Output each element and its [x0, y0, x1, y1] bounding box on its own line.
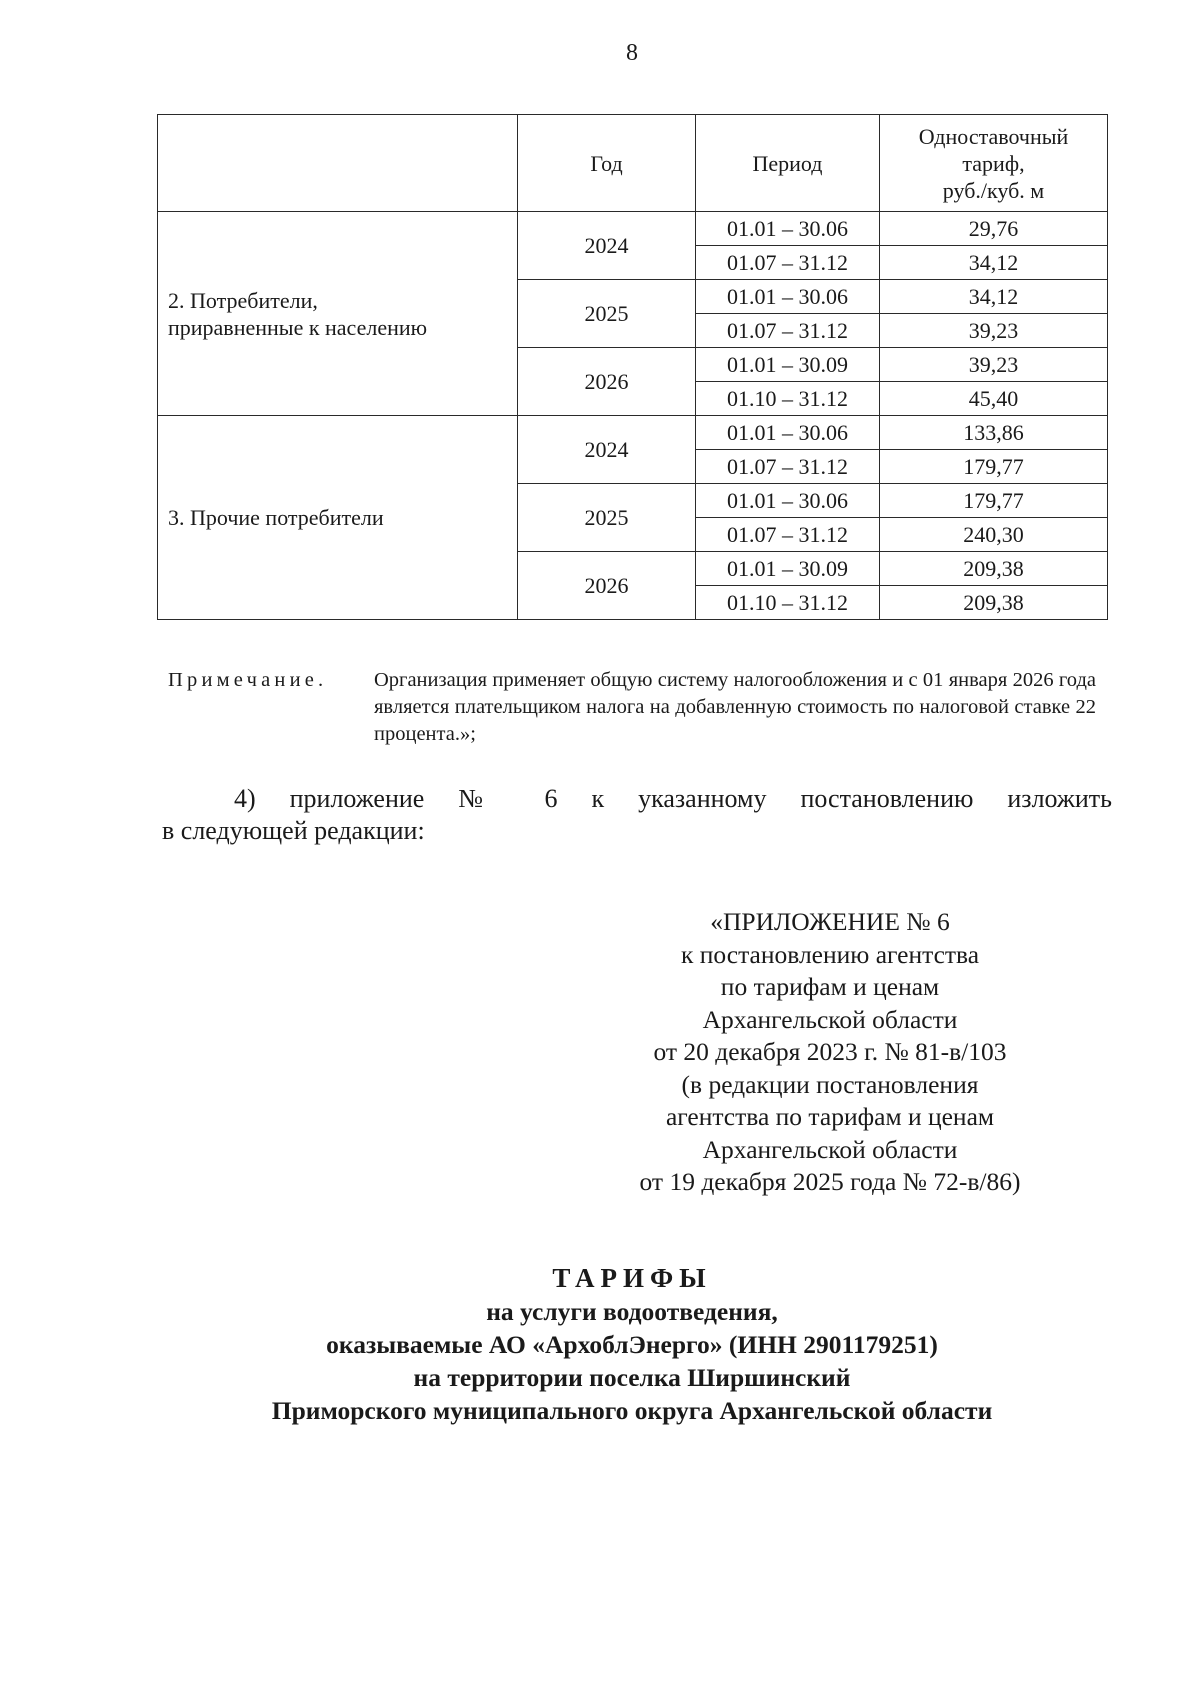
appendix-line: (в редакции постановления [681, 1069, 979, 1099]
note-label: Примечание. [168, 669, 328, 691]
period-cell: 01.01 – 30.09 [696, 552, 880, 586]
title-line: на территории поселка Ширшинский [413, 1363, 851, 1392]
year-cell: 2024 [518, 212, 696, 280]
period-cell: 01.07 – 31.12 [696, 450, 880, 484]
appendix-line: Архангельской области [702, 1004, 958, 1034]
title-line: оказываемые АО «АрхоблЭнерго» (ИНН 2901179251) [326, 1330, 938, 1359]
header-tariff-line: Одноставочный [918, 123, 1069, 149]
tariff-cell: 179,77 [880, 450, 1108, 484]
tariff-table-body [158, 115, 1108, 620]
tariff-cell: 34,12 [880, 280, 1108, 314]
period-cell: 01.07 – 31.12 [696, 518, 880, 552]
tariff-cell: 209,38 [880, 586, 1108, 620]
paragraph-line-2: в следующей редакции: [162, 816, 425, 845]
header-tariff-line: тариф, [962, 150, 1025, 176]
tariff-cell: 34,12 [880, 246, 1108, 280]
title-main: ТАРИФЫ [552, 1263, 712, 1293]
header-tariff-line: руб./куб. м [942, 177, 1045, 203]
appendix-line: по тарифам и ценам [720, 972, 940, 1001]
period-cell: 01.07 – 31.12 [696, 246, 880, 280]
year-cell: 2026 [518, 348, 696, 416]
tariff-cell: 29,76 [880, 212, 1108, 246]
tariff-cell: 209,38 [880, 552, 1108, 586]
appendix-line: «ПРИЛОЖЕНИЕ № 6 [710, 907, 950, 936]
period-cell: 01.01 – 30.09 [696, 348, 880, 382]
table-row [158, 212, 1108, 246]
header-consumer [158, 115, 518, 212]
year-cell: 2025 [518, 484, 696, 552]
page-number: 8 [626, 40, 638, 66]
period-cell: 01.01 – 30.06 [696, 484, 880, 518]
appendix-line: от 19 декабря 2025 года № 72-в/86) [639, 1167, 1021, 1196]
table-header-row [158, 115, 1108, 212]
table-row [158, 416, 1108, 450]
year-cell: 2024 [518, 416, 696, 484]
period-cell: 01.07 – 31.12 [696, 314, 880, 348]
title-line: Приморского муниципального округа Архангельской области [271, 1396, 993, 1425]
note-text: Организация применяет общую систему налогообложения и с 01 января 2026 года является плательщиком налога на добавленную стоимость по налоговой ставке 22 процента.»; [374, 669, 1096, 745]
period-cell: 01.01 – 30.06 [696, 280, 880, 314]
year-cell: 2025 [518, 280, 696, 348]
appendix-line: к постановлению агентства [680, 939, 980, 969]
appendix-line: от 20 декабря 2023 г. № 81-в/103 [653, 1037, 1007, 1066]
period-cell: 01.01 – 30.06 [696, 212, 880, 246]
consumer-category-line: 2. Потребители, [168, 287, 318, 313]
tariff-table [157, 114, 1108, 620]
tariff-cell: 240,30 [880, 518, 1108, 552]
paragraph-line-1: 4) приложение № 6 к указанному постановлению изложить [234, 784, 1112, 813]
period-cell: 01.01 – 30.06 [696, 416, 880, 450]
period-cell: 01.10 – 31.12 [696, 382, 880, 416]
tariff-cell: 39,23 [880, 348, 1108, 382]
period-cell: 01.10 – 31.12 [696, 586, 880, 620]
consumer-category-line: 3. Прочие потребители [168, 505, 384, 530]
consumer-category-line: приравненные к населению [168, 314, 428, 340]
document-title [32, 1262, 1200, 1427]
header-year: Год [518, 115, 696, 212]
appendix-header [600, 906, 1060, 1199]
tariff-cell: 45,40 [880, 382, 1108, 416]
tariff-cell: 39,23 [880, 314, 1108, 348]
header-period: Период [696, 115, 880, 212]
consumer-category-cell [158, 416, 518, 620]
tariff-cell: 179,77 [880, 484, 1108, 518]
appendix-line: Архангельской области [702, 1134, 958, 1164]
appendix-line: агентства по тарифам и ценам [665, 1102, 995, 1131]
tariff-cell: 133,86 [880, 416, 1108, 450]
title-line: на услуги водоотведения, [486, 1297, 778, 1326]
amendment-paragraph [162, 783, 1112, 847]
consumer-category-cell [158, 212, 518, 416]
header-tariff [880, 115, 1108, 212]
year-cell: 2026 [518, 552, 696, 620]
